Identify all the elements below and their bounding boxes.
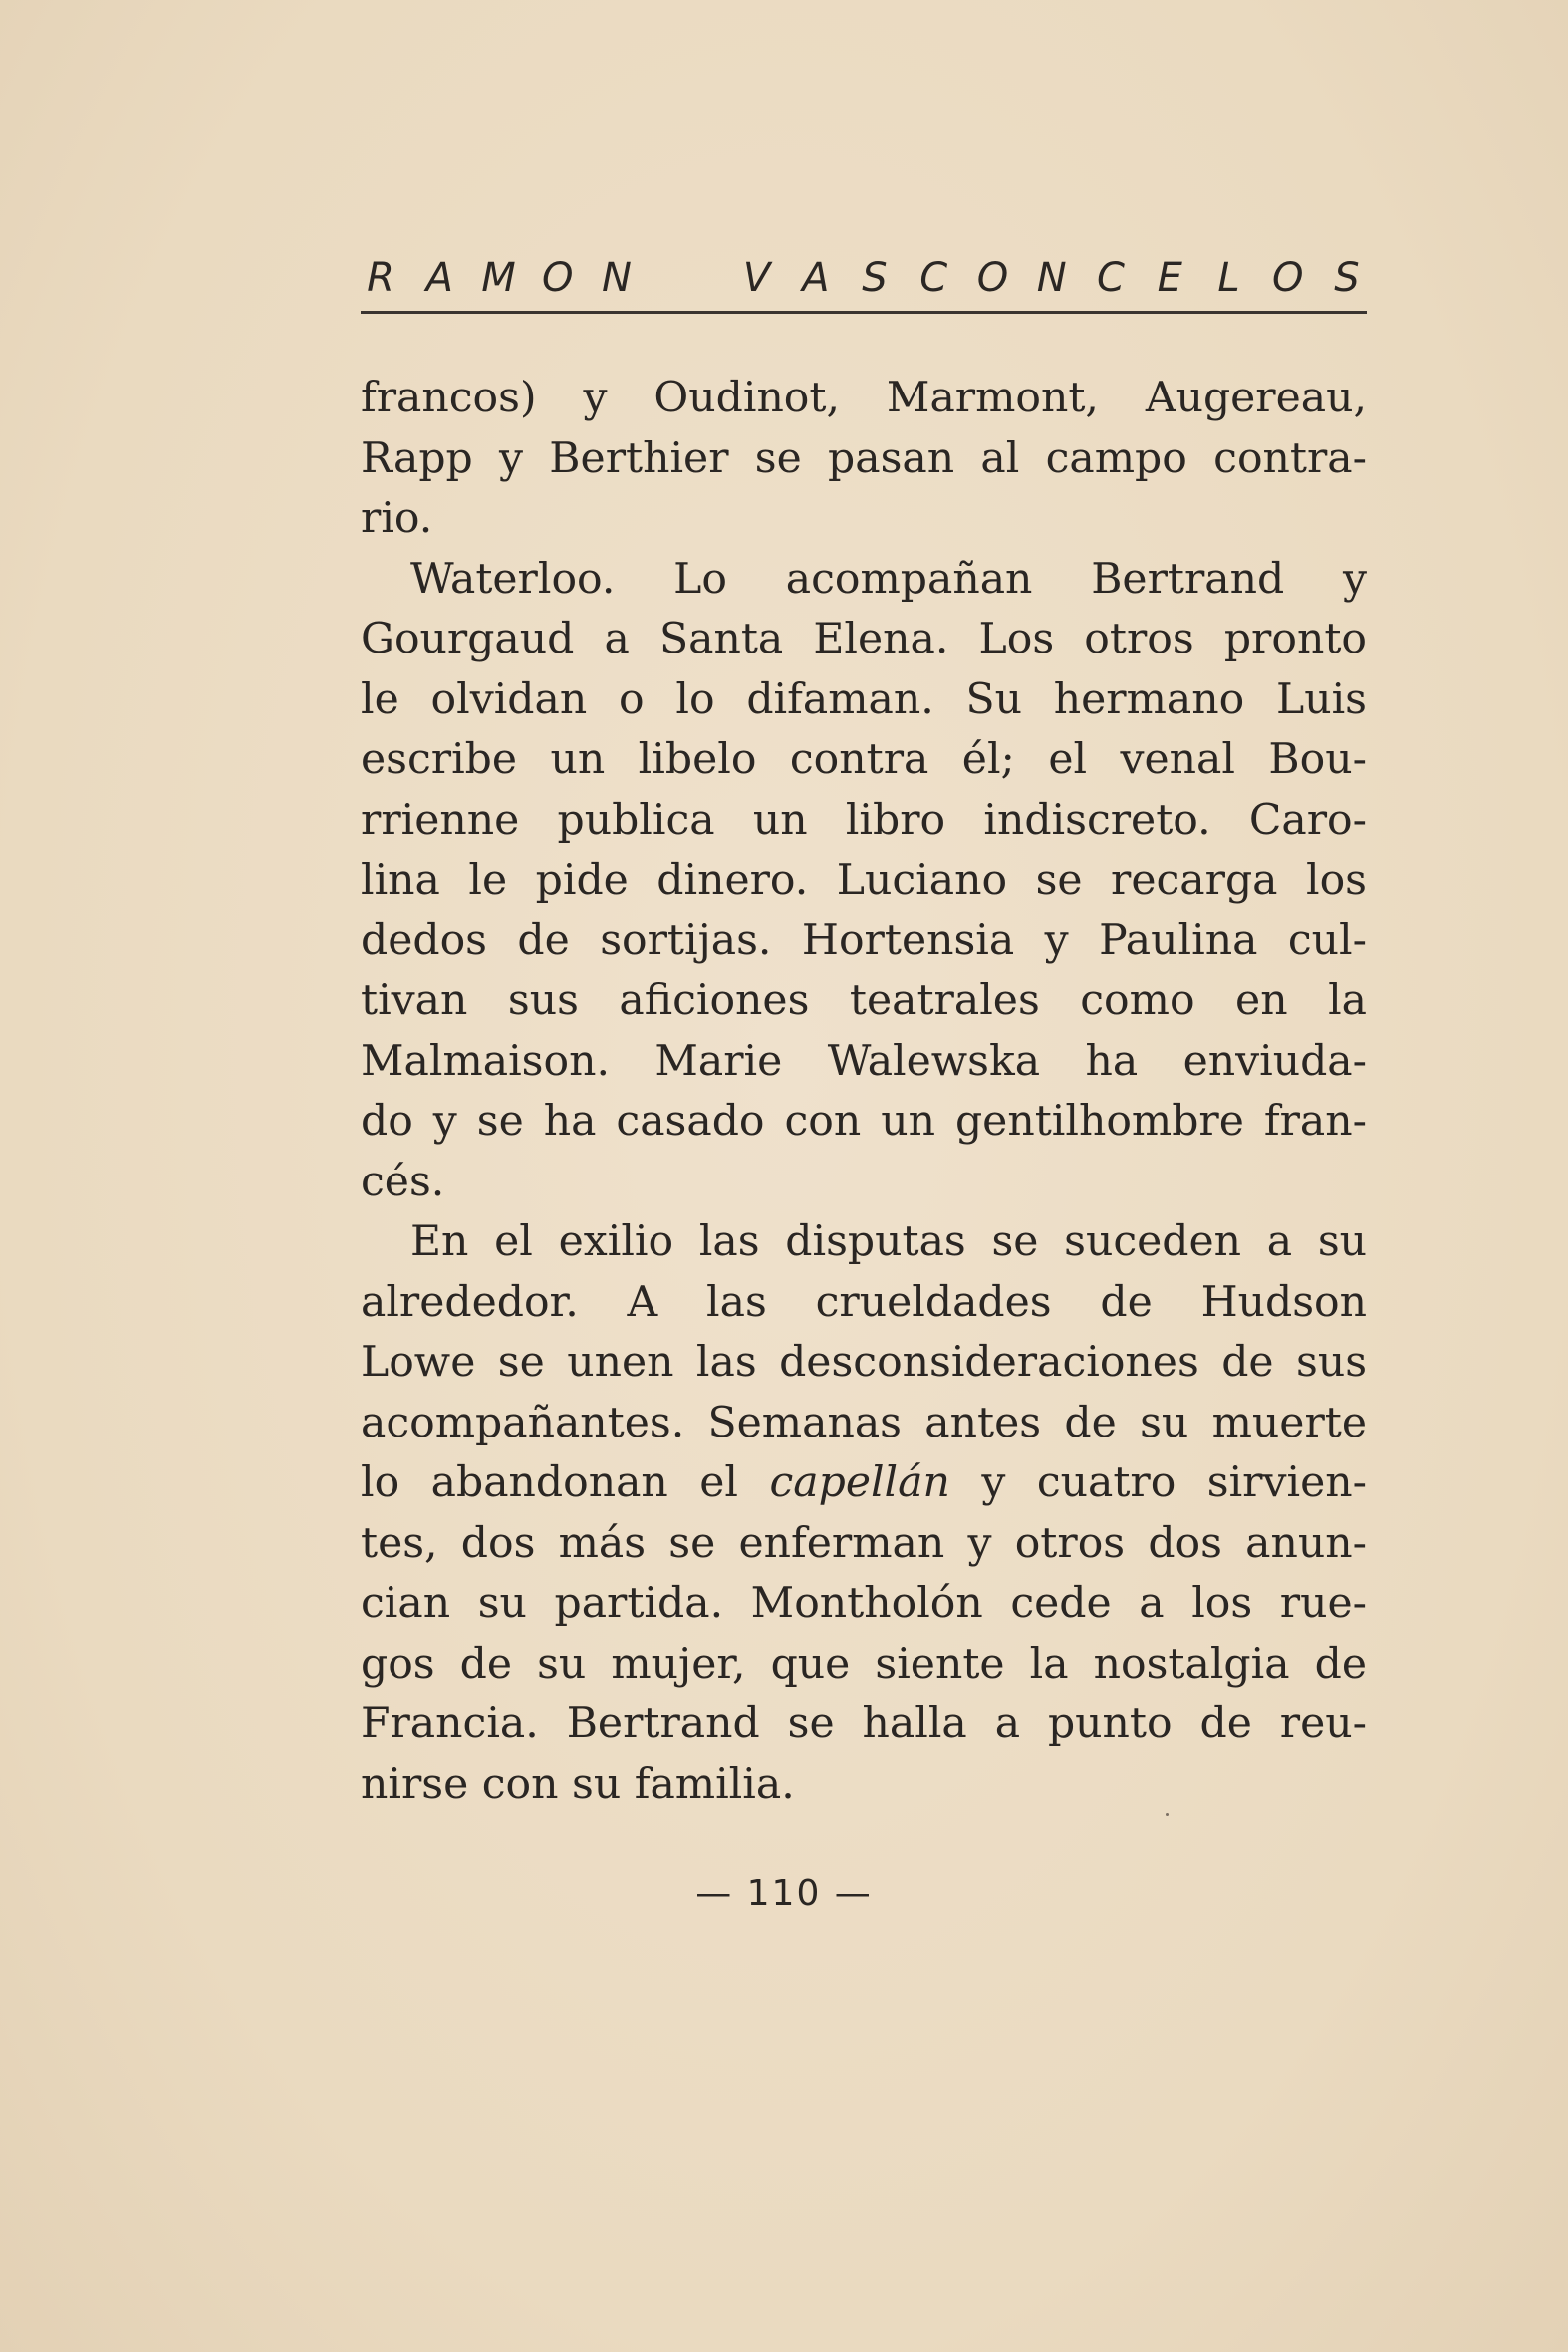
running-title-letter: C: [919, 255, 948, 301]
text-line: dedos de sortijas. Hortensia y Paulina cul-: [361, 915, 1367, 965]
running-title-letter: V: [742, 255, 771, 301]
running-title-letter: N: [1036, 255, 1067, 301]
body-text: [361, 369, 1367, 1815]
text-line: acompañantes. Semanas antes de su muerte: [361, 1398, 1367, 1447]
text-line: gos de su mujer, que siente la nostalgia de: [361, 1639, 1367, 1689]
running-title-letter: M: [481, 255, 516, 301]
text-line: do y se ha casado con un gentilhombre fran-: [361, 1097, 1367, 1146]
text-line: nirse con su familia.: [361, 1759, 795, 1809]
text-line: tivan sus aficiones teatrales como en la: [361, 976, 1367, 1025]
paper-speck: [1166, 1813, 1169, 1816]
running-title-letter: C: [1097, 255, 1125, 301]
running-title-space: [655, 249, 717, 307]
page-header: [361, 249, 1367, 319]
running-title-letter: O: [542, 255, 574, 301]
text-line: escribe un libelo contra él; el venal Bou-: [361, 735, 1367, 784]
header-rule: [361, 311, 1367, 314]
text-line: alrededor. A las crueldades de Hudson: [361, 1277, 1367, 1327]
text-line: tes, dos más se enferman y otros dos anun-: [361, 1518, 1367, 1568]
running-title-letter: R: [367, 255, 394, 301]
text-line: Francia. Bertrand se halla a punto de reu-: [361, 1699, 1367, 1748]
page-number: — 110 —: [695, 1873, 873, 1914]
running-title-letter: A: [802, 255, 830, 301]
text-line: cés.: [361, 1157, 445, 1206]
text-line: rio.: [361, 494, 433, 543]
running-title: [361, 249, 1367, 307]
text-line: Malmaison. Marie Walewska ha enviuda-: [361, 1036, 1367, 1086]
text-line: cian su partida. Montholón cede a los rue-: [361, 1579, 1367, 1628]
text-line: lina le pide dinero. Luciano se recarga los: [361, 856, 1367, 905]
running-title-letter: E: [1157, 255, 1182, 301]
text-line: Waterloo. Lo acompañan Bertrand y: [410, 554, 1367, 604]
text-line: En el exilio las disputas se suceden a su: [410, 1217, 1367, 1266]
text-line: Gourgaud a Santa Elena. Los otros pronto: [361, 615, 1367, 663]
text-line: francos) y Oudinot, Marmont, Augereau,: [361, 374, 1367, 422]
running-title-letter: N: [602, 255, 632, 301]
running-title-letter: L: [1217, 255, 1240, 301]
text-line: rrienne publica un libro indiscreto. Caro-: [361, 795, 1367, 845]
running-title-letter: A: [425, 255, 453, 301]
text-line: le olvidan o lo difaman. Su hermano Luis: [361, 674, 1367, 724]
text-line: Rapp y Berthier se pasan al campo contra-: [361, 433, 1367, 483]
text-line: lo abandonan el capellán y cuatro sirvien-: [361, 1458, 1367, 1507]
running-title-letter: O: [1272, 255, 1304, 301]
running-title-letter: S: [1334, 255, 1360, 301]
running-title-letter: S: [862, 255, 888, 301]
text-line: Lowe se unen las desconsideraciones de sus: [361, 1338, 1367, 1387]
italic-word: capellán: [769, 1458, 950, 1507]
running-title-letter: O: [976, 255, 1009, 301]
